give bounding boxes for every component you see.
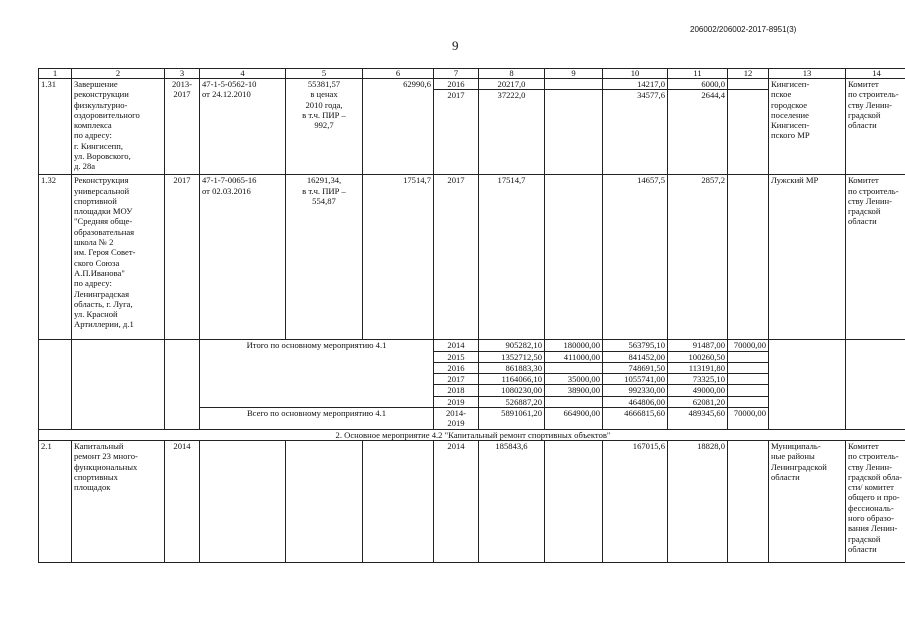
col-header: 3	[165, 69, 200, 79]
amount-cell: 526887,20	[479, 396, 545, 407]
total-row	[39, 340, 905, 351]
approval-doc: 47-1-5-0562-10 от 24.12.2010	[200, 79, 286, 175]
amount-cell: 2857,2	[668, 175, 728, 340]
amount-cell	[545, 175, 603, 340]
amount-cell: 992330,00	[603, 385, 668, 396]
col-header: 11	[668, 69, 728, 79]
years: 2017	[165, 175, 200, 340]
object-name: Завершение реконструкции физкультурно- оздоровительного комплекса по адресу: г. Кингисепп, ул. Воровского, д. 28а	[72, 79, 165, 175]
amount-cell	[728, 79, 769, 90]
table-row	[39, 175, 905, 340]
amount-cell: 185843,6	[479, 440, 545, 562]
section-title: 2. Основное мероприятие 4.2 "Капитальный ремонт спортивных объектов"	[39, 429, 905, 440]
col-header: 9	[545, 69, 603, 79]
amount-cell: 38900,00	[545, 385, 603, 396]
amount-cell: 100260,50	[668, 351, 728, 362]
amount-cell: 34577,6	[603, 90, 668, 175]
row-number: 2.1	[39, 440, 72, 562]
amount-cell	[545, 396, 603, 407]
amount-cell	[728, 362, 769, 373]
amount-cell: 664900,00	[545, 408, 603, 430]
section-row	[39, 429, 905, 440]
table-row	[39, 79, 905, 90]
approval-doc: 47-1-7-0065-16 от 02.03.2016	[200, 175, 286, 340]
amount-cell: 5891061,20	[479, 408, 545, 430]
amount-cell: 1352712,50	[479, 351, 545, 362]
amount-cell: 14657,5	[603, 175, 668, 340]
amount-cell: 49000,00	[668, 385, 728, 396]
years: 2014	[165, 440, 200, 562]
responsible: Комитет по строитель- ству Ленин- градской области	[846, 175, 905, 340]
amount-cell	[545, 90, 603, 175]
empty-cell	[165, 340, 200, 429]
col-header: 12	[728, 69, 769, 79]
col-header: 4	[200, 69, 286, 79]
col-header: 8	[479, 69, 545, 79]
amount-cell: 905282,10	[479, 340, 545, 351]
row-number: 1.32	[39, 175, 72, 340]
document-number: 206002/206002-2017-8951(3)	[690, 25, 797, 34]
amount-cell: 2644,4	[668, 90, 728, 175]
amount-cell: 70000,00	[728, 408, 769, 430]
column-number-row	[39, 69, 905, 79]
year-cell: 2019	[434, 396, 479, 407]
beneficiary: Кингисеп- пское городское поселение Кингисеп- пского МР	[769, 79, 846, 175]
estimated-cost: 55381,57 в ценах 2010 года, в т.ч. ПИР – 992,7	[286, 79, 363, 175]
estimated-cost: 16291,34, в т.ч. ПИР – 554,87	[286, 175, 363, 340]
amount-cell: 489345,60	[668, 408, 728, 430]
amount-cell: 35000,00	[545, 374, 603, 385]
amount-cell: 861883,30	[479, 362, 545, 373]
year-cell: 2017	[434, 90, 479, 175]
amount-cell	[728, 351, 769, 362]
amount-cell	[728, 90, 769, 175]
row-number: 1.31	[39, 79, 72, 175]
amount-cell: 748691,50	[603, 362, 668, 373]
year-cell: 2017	[434, 374, 479, 385]
total-cost: 62990,6	[363, 79, 434, 175]
amount-cell	[545, 440, 603, 562]
empty-cell	[72, 340, 165, 429]
amount-cell: 70000,00	[728, 340, 769, 351]
col-header: 14	[846, 69, 905, 79]
amount-cell: 464806,00	[603, 396, 668, 407]
amount-cell	[728, 374, 769, 385]
empty-cell	[200, 440, 286, 562]
amount-cell: 411000,00	[545, 351, 603, 362]
amount-cell: 14217,0	[603, 79, 668, 90]
amount-cell: 20217,0	[479, 79, 545, 90]
empty-cell	[39, 340, 72, 429]
year-cell: 2017	[434, 175, 479, 340]
empty-cell	[769, 340, 846, 429]
amount-cell: 17514,7	[479, 175, 545, 340]
year-cell: 2016	[434, 79, 479, 90]
responsible: Комитет по строитель- ству Ленин- градской области	[846, 79, 905, 175]
responsible: Комитет по строитель- ству Ленин- градской обла- сти/ комитет общего и про- фессиональ- ного образо- вания Ленин- градской области	[846, 440, 905, 562]
year-cell: 2016	[434, 362, 479, 373]
col-header: 13	[769, 69, 846, 79]
empty-cell	[846, 340, 905, 429]
amount-cell: 91487,00	[668, 340, 728, 351]
amount-cell: 167015,6	[603, 440, 668, 562]
amount-cell: 4666815,60	[603, 408, 668, 430]
amount-cell: 6000,0	[668, 79, 728, 90]
beneficiary: Муниципаль- ные районы Ленинградской области	[769, 440, 846, 562]
amount-cell: 563795,10	[603, 340, 668, 351]
amount-cell: 62081,20	[668, 396, 728, 407]
empty-cell	[286, 440, 363, 562]
program-table	[38, 68, 905, 563]
empty-cell	[363, 440, 434, 562]
year-cell: 2015	[434, 351, 479, 362]
object-name: Реконструкция универсальной спортивной площадки МОУ "Средняя обще- образовательная школа № 2 им. Героя Совет- ского Союза А.П.Иванова" по адресу: Ленинградская область, г. Луга, ул. Красной Артиллерии, д.1	[72, 175, 165, 340]
amount-cell: 113191,80	[668, 362, 728, 373]
beneficiary: Лужский МР	[769, 175, 846, 340]
col-header: 5	[286, 69, 363, 79]
amount-cell	[728, 385, 769, 396]
year-cell: 2014- 2019	[434, 408, 479, 430]
object-name: Капитальный ремонт 23 много- функциональных спортивных площадок	[72, 440, 165, 562]
col-header: 1	[39, 69, 72, 79]
amount-cell: 1080230,00	[479, 385, 545, 396]
amount-cell: 1055741,00	[603, 374, 668, 385]
col-header: 10	[603, 69, 668, 79]
amount-cell: 180000,00	[545, 340, 603, 351]
page-number: 9	[452, 38, 459, 53]
year-cell: 2018	[434, 385, 479, 396]
year-cell: 2014	[434, 340, 479, 351]
amount-cell: 37222,0	[479, 90, 545, 175]
amount-cell: 841452,00	[603, 351, 668, 362]
amount-cell	[728, 396, 769, 407]
amount-cell	[728, 440, 769, 562]
amount-cell: 1164066,10	[479, 374, 545, 385]
col-header: 7	[434, 69, 479, 79]
amount-cell	[728, 175, 769, 340]
col-header: 6	[363, 69, 434, 79]
total-label: Итого по основному мероприятию 4.1	[200, 340, 434, 408]
amount-cell: 73325,10	[668, 374, 728, 385]
year-cell: 2014	[434, 440, 479, 562]
amount-cell	[545, 79, 603, 90]
amount-cell: 18828,0	[668, 440, 728, 562]
years: 2013- 2017	[165, 79, 200, 175]
total-cost: 17514,7	[363, 175, 434, 340]
col-header: 2	[72, 69, 165, 79]
grand-total-label: Всего по основному мероприятию 4.1	[200, 408, 434, 430]
table-row	[39, 440, 905, 562]
amount-cell	[545, 362, 603, 373]
